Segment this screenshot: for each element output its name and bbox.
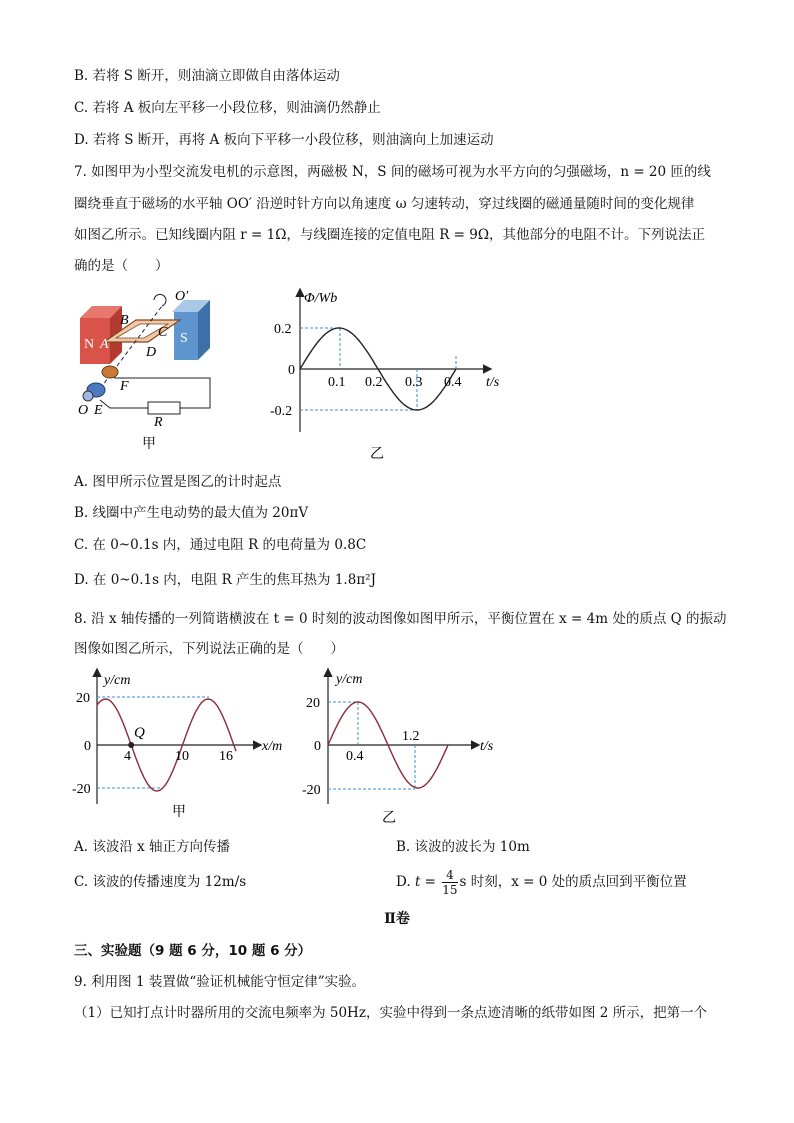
label-n: N [84,337,95,352]
wave-ytick-0: 0 [84,739,91,754]
q8-option-b: B. 该波的波长为 10m [396,839,530,855]
flux-ytick-neg-0-2: -0.2 [270,404,293,419]
point-q [128,742,134,748]
flux-xtick-0-1: 0.1 [328,375,346,390]
label-e: E [94,403,103,418]
caption-jia: 甲 [142,437,156,452]
q8-option-d-denominator: 15 [442,883,458,897]
resistor-r [148,402,180,414]
wave-xlabel: x/m [262,739,283,754]
label-o-prime: O′ [175,289,189,304]
label-r: R [154,415,163,430]
q6-option-d: D. 若将 S 断开，再将 A 板向下平移一小段位移，则油滴向上加速运动 [74,132,494,148]
q8-stem-line2: 图像如图乙所示，下列说法正确的是（ ） [74,641,344,657]
caption-yi: 乙 [370,447,384,462]
vib-xtick-1-2: 1.2 [402,729,420,744]
vib-ytick-20: 20 [306,696,320,711]
flux-ytick-0: 0 [288,363,295,378]
q7-option-d: D. 在 0~0.1s 内，电阻 R 产生的焦耳热为 1.8π²J [74,572,377,588]
wave-ytick-20: 20 [76,691,90,706]
volume-heading: Ⅱ卷 [384,911,410,927]
flux-xlabel: t/s [486,375,500,390]
wave-point-q-label: Q [134,725,145,741]
label-c: C [158,325,168,340]
q6-option-c: C. 若将 A 板向左平移一小段位移，则油滴仍然静止 [74,100,381,116]
q7-stem-line1 [74,162,711,182]
label-d: D [146,345,157,360]
flux-ylabel: Φ/Wb [304,291,338,306]
vib-ytick-neg20: -20 [302,783,321,798]
q8-option-c: C. 该波的传播速度为 12m/s [74,874,247,890]
q7-stem-line1a: 7. 如图甲为小型交流发电机的示意图，两磁极 N，S 间的磁场可视为水平方向的匀强磁场， [74,164,621,180]
wave-xtick-16: 16 [219,749,233,764]
vib-caption-yi: 乙 [382,811,396,826]
label-o: O [78,403,89,418]
label-s: S [180,331,188,346]
wave-ytick-neg20: -20 [72,782,91,797]
wave-xtick-10: 10 [175,749,189,764]
flux-ytick-0-2: 0.2 [274,322,292,337]
q9-stem-line1: 9. 利用图 1 装置做“验证机械能守恒定律”实验。 [74,974,366,990]
wave-caption-jia: 甲 [172,805,186,820]
q7-stem-line2: 圈绕垂直于磁场的水平轴 OO′ 沿逆时针方向以角速度 ω 匀速转动，穿过线圈的磁通量随时间的变化规律 [74,196,695,212]
vib-xtick-0-4: 0.4 [346,749,364,764]
label-a: A [100,337,109,352]
section-heading: 三、实验题（9 题 6 分，10 题 6 分） [74,943,312,959]
q7-stem-line1b: n = 20 匝的线 [620,164,711,180]
vib-ytick-0: 0 [314,739,321,754]
q8-option-d-prefix: D. [396,874,411,890]
label-f: F [120,379,129,394]
q8-option-d-fraction [442,868,457,897]
flux-xtick-0-3: 0.3 [405,375,423,390]
wave-ylabel: y/cm [104,673,131,688]
q8-option-d-suffix: s 时刻，x = 0 处的质点回到平衡位置 [459,874,687,890]
q8-wave-chart [68,664,298,824]
q6-option-b: B. 若将 S 断开，则油滴立即做自由落体运动 [74,68,340,84]
q9-stem-line2: （1）已知打点计时器所用的交流电频率为 50Hz，实验中得到一条点迹清晰的纸带如图 2 所示，把第一个 [74,1005,708,1021]
q8-option-a: A. 该波沿 x 轴正方向传播 [74,839,231,855]
q7-option-b: B. 线圈中产生电动势的最大值为 20πV [74,505,309,521]
q8-option-d-t: t = [414,874,436,890]
flux-xtick-0-4: 0.4 [444,375,462,390]
q7-generator-figure [70,286,220,461]
vib-xlabel: t/s [480,739,494,754]
rotation-arrow [154,294,166,306]
q8-option-d-numerator: 4 [442,868,457,883]
slip-ring-f [102,366,118,378]
label-b: B [120,313,129,328]
q8-option-d [396,860,687,904]
circuit-wire-bottom [100,400,148,408]
q7-stem-line3: 如图乙所示。已知线圈内阻 r = 1Ω，与线圈连接的定值电阻 R = 9Ω，其他部分的电阻不计。下列说法正 [74,227,706,243]
q7-option-a: A. 图甲所示位置是图乙的计时起点 [74,474,282,490]
q7-option-c: C. 在 0~0.1s 内，通过电阻 R 的电荷量为 0.8C [74,537,367,553]
q8-stem-line1: 8. 沿 x 轴传播的一列简谐横波在 t = 0 时刻的波动图像如图甲所示，平衡位置在 x = 4m 处的质点 Q 的振动 [74,611,727,627]
brush-e [83,391,93,401]
q7-flux-chart [262,286,524,466]
wave-xtick-4: 4 [124,749,131,764]
vib-ylabel: y/cm [336,672,363,687]
flux-xtick-0-2: 0.2 [365,375,383,390]
q7-stem-line4: 确的是（ ） [74,258,169,274]
q8-vibration-chart [298,664,518,828]
